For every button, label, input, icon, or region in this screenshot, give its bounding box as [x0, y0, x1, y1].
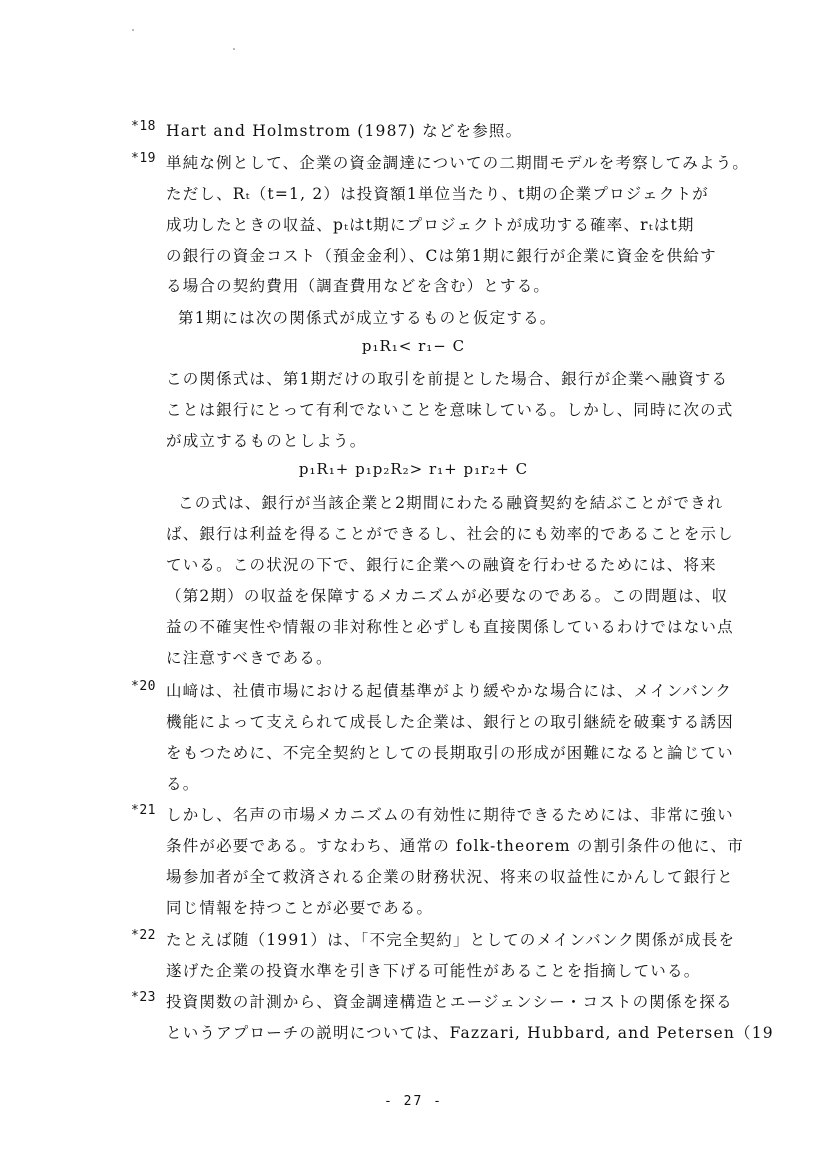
- page-number: - 27 -: [384, 1094, 443, 1109]
- footnote-marker: *20: [131, 679, 156, 694]
- footnote-marker: *23: [131, 990, 156, 1005]
- footnote-text-line: 第1期には次の関係式が成立するものと仮定する。: [178, 309, 557, 327]
- footnote-text-line: る場合の契約費用（調査費用などを含む）とする。: [166, 277, 551, 295]
- inequality-2: p₁R₁+ p₁p₂R₂> r₁+ p₁r₂+ C: [298, 460, 529, 478]
- footnote-text-line: が成立するものとしよう。: [166, 432, 367, 450]
- footnote-marker: *18: [131, 119, 156, 134]
- inequality-1: p₁R₁< r₁− C: [361, 337, 466, 355]
- footnote-text-line: この関係式は、第1期だけの取引を前提とした場合、銀行が企業へ融資する: [166, 370, 729, 388]
- footnote-text-line: ば、銀行は利益を得ることができるし、社会的にも効率的であることを示し: [166, 525, 734, 543]
- footnote-text-line: 単純な例として、企業の資金調達についての二期間モデルを考察してみよう。: [166, 154, 750, 172]
- footnote-text-line: 機能によって支えられて成長した企業は、銀行との取引継続を破棄する誘因: [166, 713, 734, 731]
- footnote-text-line: をもつために、不完全契約としての長期取引の形成が困難になると論じてい: [166, 744, 734, 762]
- footnote-text-line: の銀行の資金コスト（預金金利）、Cは第1期に銀行が企業に資金を供給す: [166, 247, 717, 265]
- footnote-text-line: Hart and Holmstrom (1987) などを参照。: [166, 122, 523, 140]
- footnote-text-line: というアプローチの説明については、Fazzari, Hubbard, and Petersen（19: [166, 1024, 774, 1042]
- footnote-text-line: に注意すべきである。: [166, 649, 333, 667]
- footnote-marker: *19: [131, 151, 156, 166]
- footnote-text-line: る。: [166, 775, 200, 793]
- footnote-text-line: 条件が必要である。すなわち、通常の folk-theorem の割引条件の他に、市: [166, 837, 744, 855]
- footnote-text-line: しかし、名声の市場メカニズムの有効性に期待できるためには、非常に強い: [166, 806, 734, 824]
- footnote-text-line: 投資関数の計測から、資金調達構造とエージェンシー・コストの関係を探る: [166, 993, 733, 1011]
- footnote-text-line: ている。この状況の下で、銀行に企業への融資を行わせるためには、将来: [166, 556, 717, 574]
- footnote-text-line: ことは銀行にとって有利でないことを意味している。しかし、同時に次の式: [166, 401, 734, 419]
- footnote-text-line: 成功したときの収益、pₜはt期にプロジェクトが成功する確率、rₜはt期: [166, 216, 695, 234]
- footnote-marker: *22: [131, 928, 156, 943]
- footnote-text-line: 益の不確実性や情報の非対称性と必ずしも直接関係しているわけではない点: [166, 618, 734, 636]
- footnote-text-line: 場参加者が全て救済される企業の財務状況、将来の収益性にかんして銀行と: [166, 868, 734, 886]
- footnote-text-line: 遂げた企業の投資水準を引き下げる可能性があることを指摘している。: [166, 962, 701, 980]
- footnote-text-line: 同じ情報を持つことが必要である。: [166, 899, 434, 917]
- footnote-marker: *21: [131, 803, 156, 818]
- footnote-text-line: たとえば随（1991）は、「不完全契約」としてのメインバンク関係が成長を: [166, 931, 736, 949]
- footnote-text-line: この式は、銀行が当該企業と2期間にわたる融資契約を結ぶことができれ: [178, 494, 724, 512]
- footnote-text-line: ただし、Rₜ（t=1, 2）は投資額1単位当たり、t期の企業プロジェクトが: [166, 185, 709, 203]
- footnote-text-line: （第2期）の収益を保障するメカニズムが必要なのである。この問題は、収: [166, 587, 729, 605]
- footnote-text-line: 山﨑は、社債市場における起債基準がより緩やかな場合には、メインバンク: [166, 682, 733, 700]
